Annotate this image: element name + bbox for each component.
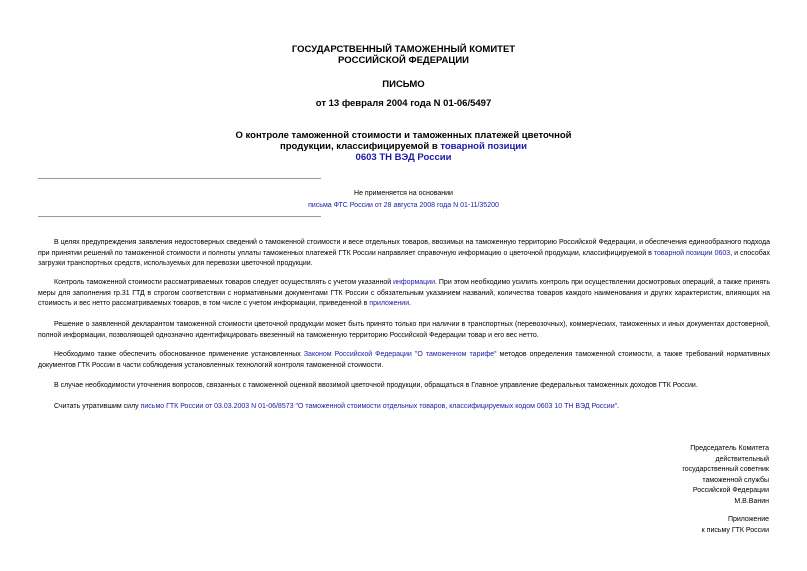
- paragraph-6-link-letter[interactable]: письмо ГТК России от 03.03.2003 N 01-06/8573 "О таможенной стоимости отдельных товаров, классифицируемых кодом 0603 10 ТН ВЭД России": [140, 403, 618, 410]
- paragraph-4-text: Необходимо также обеспечить обоснованное применение установленных: [54, 351, 304, 358]
- signature-line-1: Председатель Комитета: [690, 445, 769, 452]
- paragraph-2-mid: . При этом необходимо усилить контроль при осуществлении досмотровых операций, а также принять меры для заполнения гр.31 ГТД в строгом соответствии с нормативными документами ГТК России с обязательным указанием названий, количества товаров каждого наименования и других характеристик, влияющих на стоимость и вес нетто рассматриваемых товаров, в том числе с учетом информации, приведенной в: [38, 279, 771, 307]
- paragraph-2: [38, 278, 770, 310]
- divider-top: [38, 178, 321, 179]
- appendix-line-2: к письму ГТК России: [701, 526, 769, 534]
- doc-type: ПИСЬМО: [382, 79, 425, 90]
- appendix-line-1: Приложение: [727, 516, 769, 523]
- paragraph-3-text: Решение о заявленной декларантом таможенной стоимости цветочной продукции может быть принято только при наличии в транспортных (перевозочных), коммерческих, таможенных и иных документах достоверной, полной информации, позволяющей однозначно идентифицировать ввезенный на таможенную территорию Российской Федерации товар и его вес нетто.: [38, 321, 770, 339]
- divider-bottom: [38, 216, 321, 217]
- paragraph-1-tail: , и способах загрузки транспортных средств, используемых для перевозки цветочной продукции.: [38, 249, 770, 267]
- paragraph-1: [38, 238, 770, 270]
- paragraph-5: [38, 381, 770, 392]
- status-note: [0, 188, 807, 212]
- paragraph-2-tail: .: [409, 300, 412, 307]
- signature-block: [569, 444, 769, 507]
- signature-line-2: действительный: [715, 455, 769, 463]
- status-note-line-1: Не применяется на основании: [354, 190, 453, 197]
- paragraph-2-link-appendix[interactable]: приложении: [369, 300, 410, 307]
- subject-line-2-text: продукции, классифицируемой в: [280, 141, 441, 152]
- paragraph-6-text: Считать утратившим силу: [54, 403, 141, 410]
- status-note-link[interactable]: письма ФТС России от 28 августа 2008 года N 01-11/35200: [308, 202, 499, 209]
- signature-line-4: таможенной службы: [702, 476, 769, 484]
- paragraph-2-text: Контроль таможенной стоимости рассматриваемых товаров следует осуществлять с учетом указанной: [54, 279, 394, 286]
- doc-subject: [0, 130, 807, 163]
- paragraph-1-text: В целях предупреждения заявления недостоверных сведений о таможенной стоимости и весе отдельных товаров, ввозимых на таможенную территорию Российской Федерации, и обеспечения единообразного подхода при принятии решений по таможенной стоимости и полноты уплаты таможенных платежей ГТК России направляет справочную информацию о цветочной продукции, классифицируемой в: [38, 239, 770, 257]
- signature-line-3: государственный советник: [682, 466, 769, 473]
- paragraph-4: [38, 350, 770, 371]
- status-note-line-2: [0, 200, 807, 212]
- paragraph-2-link-info[interactable]: информации: [393, 279, 435, 286]
- paragraph-6: [38, 402, 770, 413]
- subject-link-code[interactable]: 0603 ТН ВЭД России: [355, 152, 452, 163]
- org-line-2: РОССИЙСКОЙ ФЕДЕРАЦИИ: [337, 55, 469, 66]
- signature-line-6: М.В.Ванин: [734, 497, 769, 505]
- paragraph-3: [38, 320, 770, 341]
- doc-date: от 13 февраля 2004 года N 01-06/5497: [315, 98, 492, 109]
- paragraph-4-tail: методов определения таможенной стоимости, а также требований нормативных документов ГТК России в части соблюдения установленных технологий контроля таможенной стоимости.: [38, 351, 770, 369]
- subject-line-2: [0, 141, 807, 152]
- paragraph-4-link-law[interactable]: Законом Российской Федерации "О таможенном тарифе": [303, 351, 497, 358]
- subject-link-tariff-heading[interactable]: товарной позиции: [440, 141, 527, 152]
- subject-line-3: [0, 152, 807, 163]
- appendix-header: [569, 515, 769, 536]
- paragraph-5-text: В случае необходимости уточнения вопросов, связанных с таможенной оценкой ввозимой цветочной продукции, обращаться в Главное управление федеральных таможенных доходов ГТК России.: [54, 382, 698, 389]
- org-line-1: ГОСУДАРСТВЕННЫЙ ТАМОЖЕННЫЙ КОМИТЕТ: [291, 44, 516, 55]
- paragraph-1-link[interactable]: товарной позиции 0603: [653, 249, 731, 257]
- paragraph-6-tail: .: [617, 403, 620, 410]
- subject-line-1: О контроле таможенной стоимости и таможенных платежей цветочной: [235, 130, 572, 141]
- org-title: [0, 44, 807, 66]
- signature-line-5: Российской Федерации: [692, 487, 769, 494]
